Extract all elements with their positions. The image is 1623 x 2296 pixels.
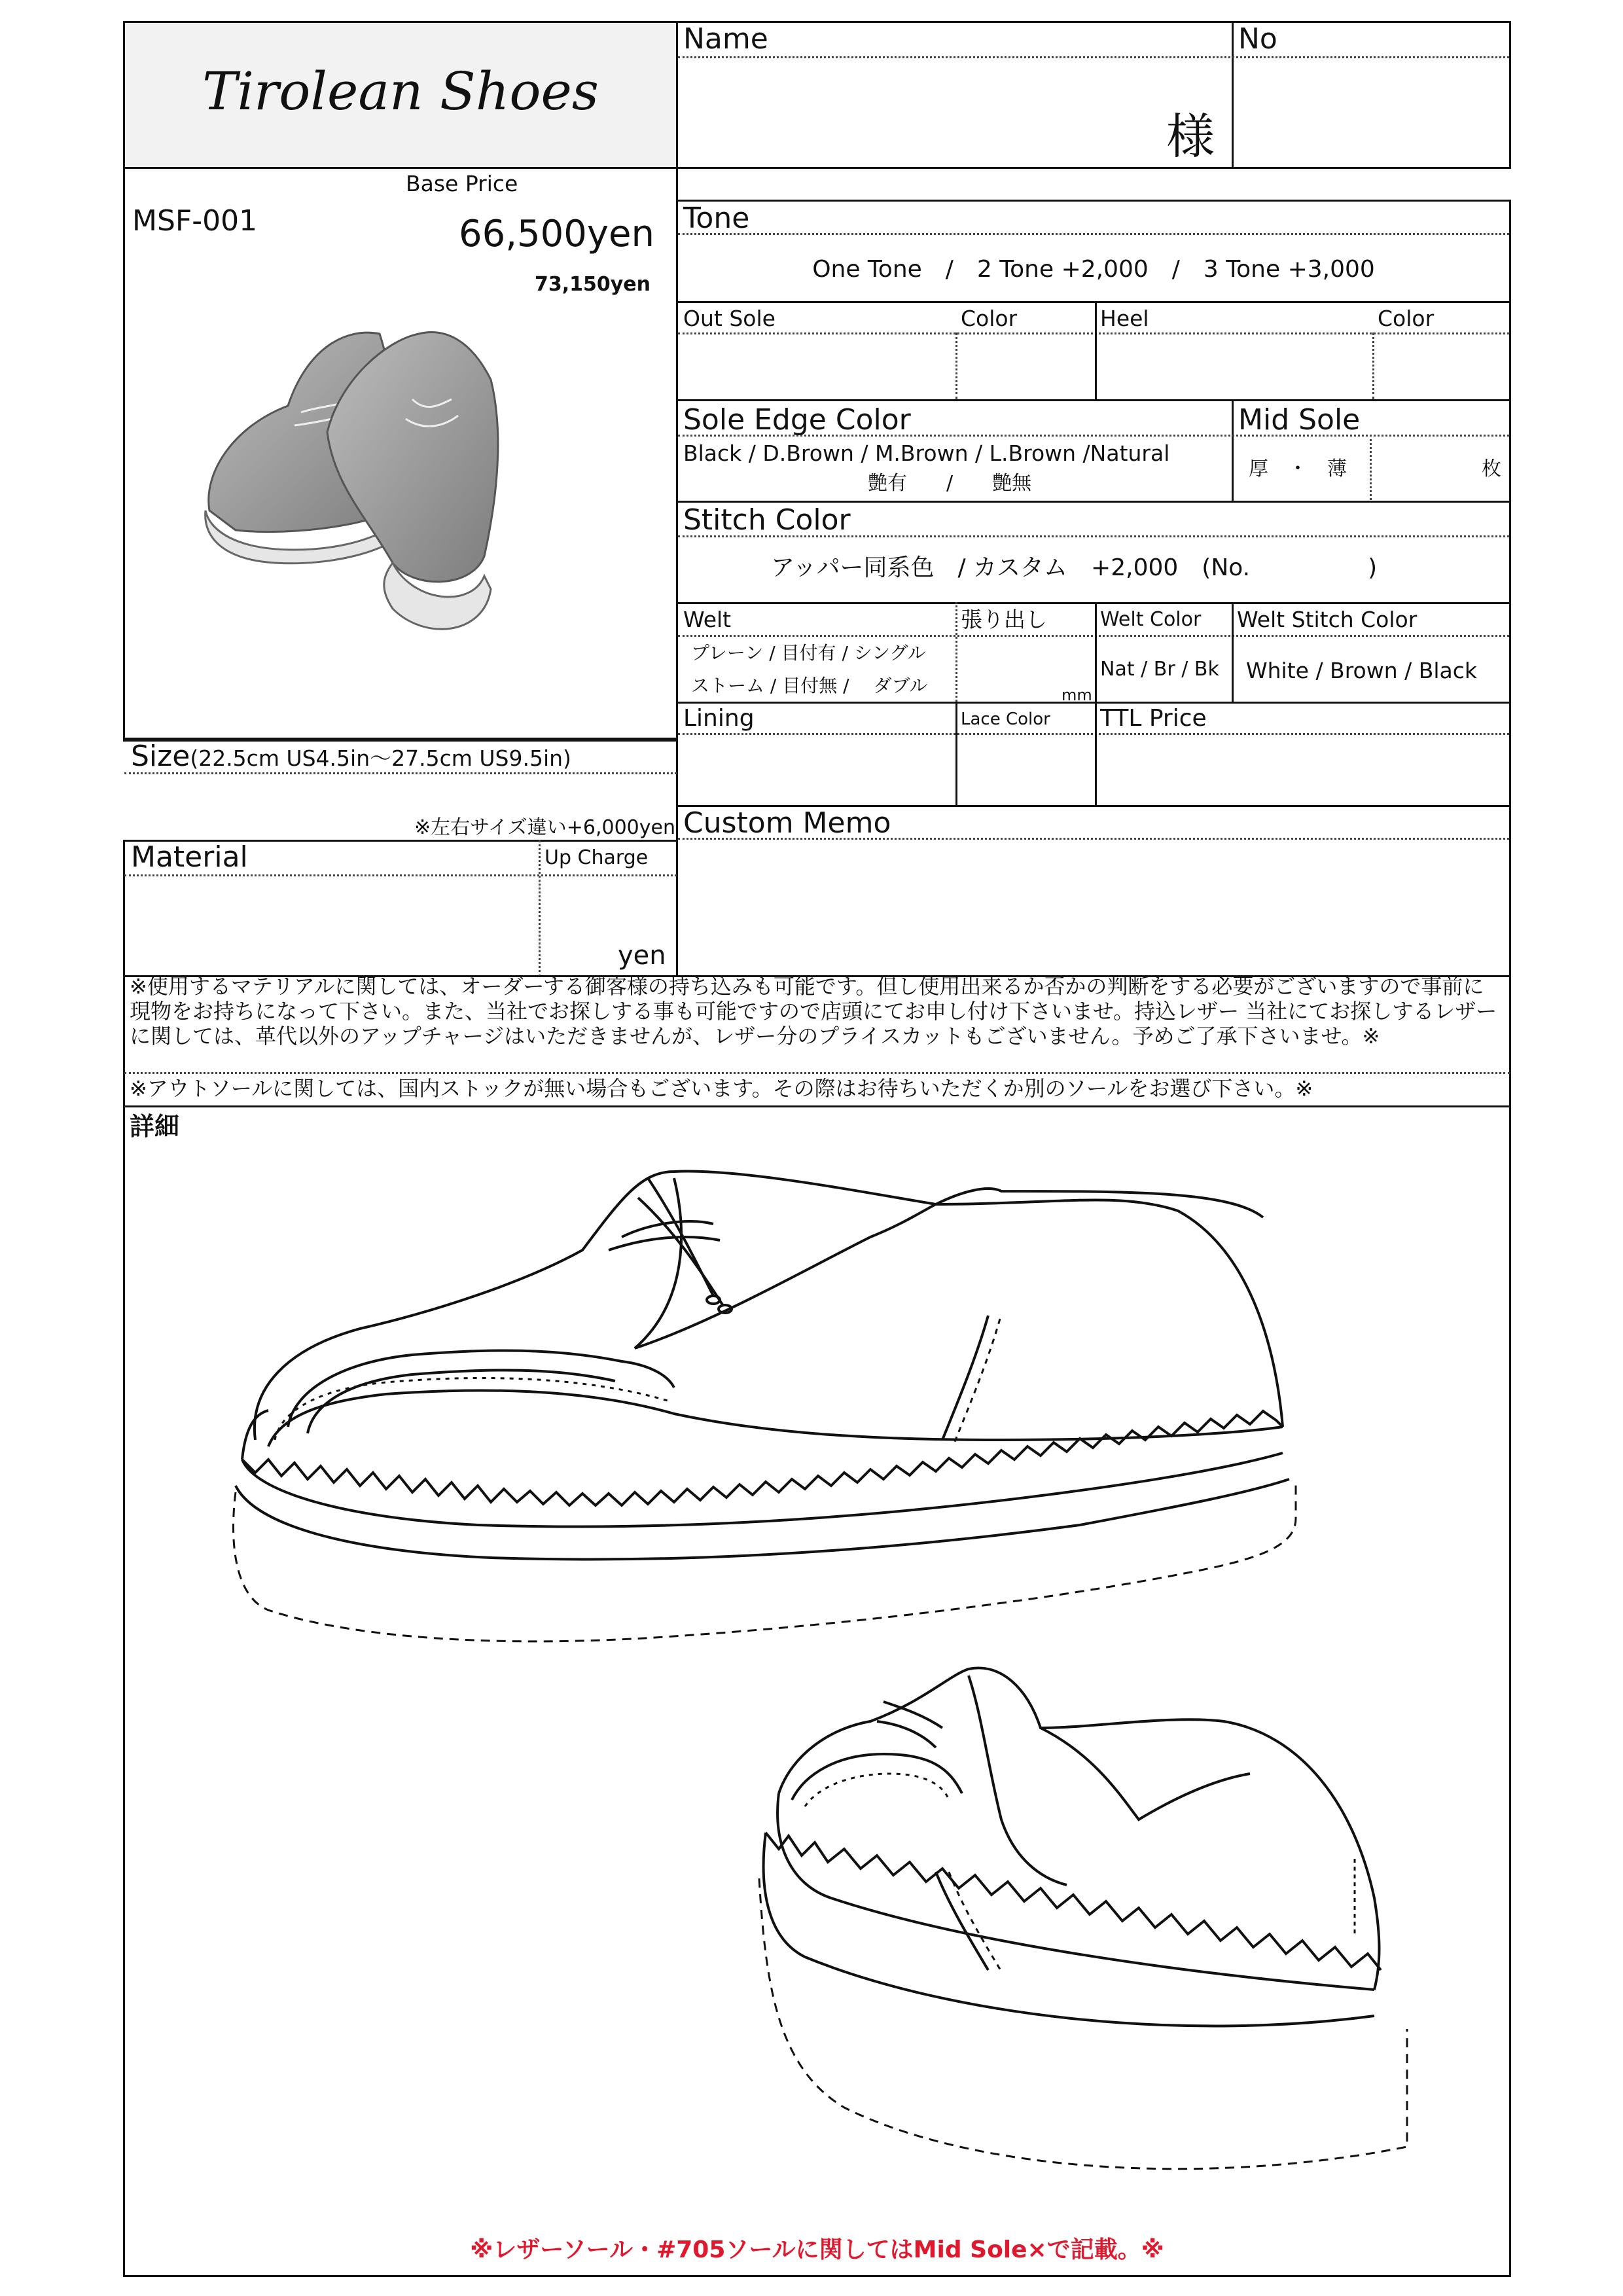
ttl-price-field[interactable]: [1097, 736, 1508, 802]
size-range: (22.5cm US4.5in～27.5cm US9.5in): [190, 745, 571, 771]
detail-label: 詳細: [130, 1112, 180, 1141]
welt-mm: mm: [1061, 686, 1092, 704]
base-price: 66,500yen: [458, 213, 654, 255]
price-with-tax: 73,150yen: [534, 273, 651, 296]
lining-field[interactable]: [681, 736, 953, 802]
size-label: [131, 742, 571, 771]
mid-sole-label: Mid Sole: [1238, 403, 1361, 437]
base-price-label: Base Price: [406, 171, 518, 196]
mid-sole-unit: 枚: [1482, 457, 1501, 480]
material-field[interactable]: [126, 877, 535, 975]
shoe-side-template: [216, 1152, 1302, 1649]
tone-label: Tone: [683, 202, 750, 235]
welt-stitch-color-label: Welt Stitch Color: [1237, 607, 1418, 632]
sole-edge-finish[interactable]: 艶有 / 艶無: [868, 472, 1032, 495]
heel-color-label: Color: [1378, 306, 1435, 331]
welt-options-2[interactable]: ストーム / 目付無 / ダブル: [691, 675, 928, 696]
welt-projection-label: 張り出し: [961, 607, 1047, 632]
outsole-color-label: Color: [961, 306, 1018, 331]
outsole-field[interactable]: [681, 335, 952, 397]
up-charge-label: Up Charge: [544, 846, 649, 869]
detail-footer-note: ※レザーソール・#705ソールに関してはMid Sole×で記載。※: [470, 2236, 1164, 2263]
welt-label: Welt: [683, 607, 732, 632]
size-note: ※左右サイズ違い+6,000yen: [414, 816, 675, 839]
shoe-rear-template: [753, 1662, 1440, 2186]
mid-sole-options[interactable]: 厚 ・ 薄: [1249, 457, 1347, 480]
custom-memo-label: Custom Memo: [683, 806, 891, 840]
material-yen: yen: [618, 941, 666, 971]
sole-edge-options[interactable]: Black / D.Brown / M.Brown / L.Brown /Natural: [683, 440, 1170, 466]
sole-edge-label: Sole Edge Color: [683, 403, 911, 437]
name-box[interactable]: [676, 21, 1511, 169]
heel-label: Heel: [1100, 306, 1149, 331]
lace-color-field[interactable]: [958, 736, 1092, 802]
custom-memo-field[interactable]: [681, 840, 1508, 975]
size-title: Size: [131, 740, 190, 773]
material-label: Material: [131, 840, 248, 874]
no-label: No: [1238, 22, 1277, 56]
welt-color-options[interactable]: Nat / Br / Bk: [1100, 658, 1219, 681]
lace-color-label: Lace Color: [961, 709, 1050, 729]
material-note: ※使用するマテリアルに関しては、オーダーする御客様の持ち込みも可能です。但し使用出来るか否かの判断をする必要がございますので事前に現物をお持ちになって下さい。また、当社でお探しする事も可能ですので店頭にてお申し付け下さいませ。持込レザー 当社にてお探しするレザーに関しては、革代以外のアップチャージはいただきませんが、レザー分のプライスカットもございません。予めご了承下さいませ。※: [130, 974, 1497, 1049]
product-photo: [196, 301, 563, 655]
honorific: 様: [1166, 109, 1215, 165]
product-code: MSF-001: [132, 204, 258, 238]
outsole-label: Out Sole: [683, 306, 776, 331]
size-field[interactable]: [126, 775, 675, 839]
welt-options-1[interactable]: プレーン / 目付有 / シングル: [691, 642, 926, 664]
outsole-note: ※アウトソールに関しては、国内ストックが無い場合もございます。その際はお待ちいただくか別のソールをお選び下さい。※: [130, 1076, 1313, 1101]
welt-stitch-options[interactable]: White / Brown / Black: [1246, 658, 1478, 683]
up-charge-field[interactable]: [542, 877, 675, 975]
heel-field[interactable]: [1097, 335, 1369, 397]
tone-options[interactable]: One Tone / 2 Tone +2,000 / 3 Tone +3,000: [812, 256, 1375, 283]
welt-color-label: Welt Color: [1100, 608, 1202, 631]
stitch-color-label: Stitch Color: [683, 503, 851, 537]
stitch-color-options[interactable]: アッパー同系色 / カスタム +2,000 (No. ): [771, 554, 1378, 581]
ttl-price-label: TTL Price: [1100, 705, 1207, 732]
name-label: Name: [683, 22, 768, 56]
lining-label: Lining: [683, 705, 755, 732]
shop-title: Tirolean Shoes: [202, 61, 599, 122]
